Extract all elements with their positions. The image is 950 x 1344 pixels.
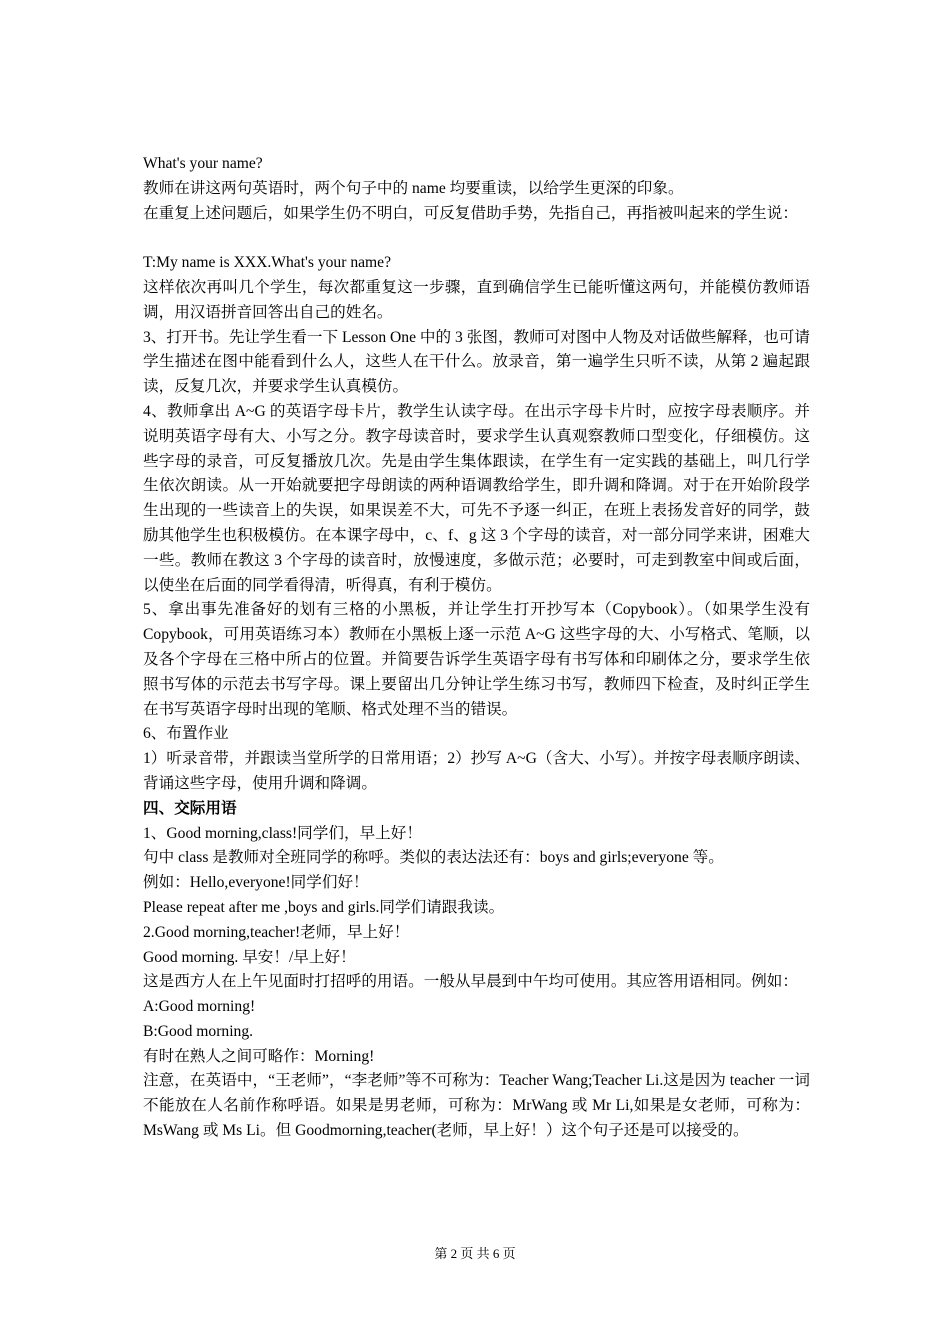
paragraph: 2.Good morning,teacher!老师，早上好！ [143, 923, 410, 941]
paragraph: 注意，在英语中，“王老师”，“李老师”等不可称为：Teacher Wang;Teacher Li.这是因为 teacher 一词不能放在人名前作称呼语。如果是男老师，可称为：MrWang 或 Mr Li,如果是女老师，可称为：MsWang 或 Ms Li。但 Goodmorning,teacher(老师，早上好！）这个句子还是可以接受的。 [143, 1072, 810, 1140]
paragraph: 在重复上述问题后，如果学生仍不明白，可反复借助手势，先指自己，再指被叫起来的学生说： [143, 204, 798, 222]
paragraph: 4、教师拿出 A~G 的英语字母卡片，教学生认读字母。在出示字母卡片时，应按字母表顺序。并说明英语字母有大、小写之分。教字母读音时，要求学生认真观察教师口型变化，仔细模仿。这些字母的录音，可反复播放几次。先是由学生集体跟读，在学生有一定实践的基础上，叫几行学生依次朗读。从一开始就要把字母朗读的两种语调教给学生，即升调和降调。对于在开始阶段学生出现的一些读音上的失误，如果误差不大，可先不予逐一纠正，在班上表扬发音好的同学，鼓励其他学生也积极模仿。在本课字母中，c、f、g 这 3 个字母的读音，对一部分同学来讲，困难大一些。教师在教这 3 个字母的读音时，放慢速度，多做示范；必要时，可走到教室中间或后面，以使坐在后面的同学看得清，听得真，有利于模仿。 [143, 402, 810, 594]
paragraph: What's your name? [143, 155, 263, 172]
paragraph: B:Good morning. [143, 1022, 254, 1040]
paragraph: 这是西方人在上午见面时打招呼的用语。一般从早晨到中午均可使用。其应答用语相同。例如： [143, 973, 798, 991]
paragraph: 3、打开书。先让学生看一下 Lesson One 中的 3 张图，教师可对图中人物及对话做些解释，也可请学生描述在图中能看到什么人，这些人在干什么。放录音，第一遍学生只听不读，从第 2 遍起跟读，反复几次，并要求学生认真模仿。 [143, 328, 810, 396]
paragraph: 例如：Hello,everyone!同学们好！ [143, 874, 369, 892]
paragraph: 1、Good morning,class!同学们，早上好！ [143, 824, 422, 842]
paragraph: A:Good morning! [143, 998, 256, 1016]
paragraph: Good morning. 早安！/早上好！ [143, 948, 356, 966]
page-footer [0, 1245, 950, 1263]
paragraph: 教师在讲这两句英语时，两个句子中的 name 均要重读，以给学生更深的印象。 [143, 179, 684, 197]
section-heading: 四、交际用语 [143, 799, 237, 817]
paragraph: 5、拿出事先准备好的划有三格的小黑板，并让学生打开抄写本（Copybook）。（如果学生没有 Copybook，可用英语练习本）教师在小黑板上逐一示范 A~G 这些字母的大、小写格式、笔顺，以及各个字母在三格中所占的位置。并简要告诉学生英语字母有书写体和印刷体之分，要求学生依照书写体的示范去书写字母。课上要留出几分钟让学生练习书写，教师四下检查，及时纠正学生在书写英语字母时出现的笔顺、格式处理不当的错误。 [143, 601, 810, 718]
paragraph: 1）听录音带，并跟读当堂所学的日常用语；2）抄写 A~G（含大、小写）。并按字母表顺序朗读、背诵这些字母，使用升调和降调。 [143, 750, 810, 792]
paragraph: 6、布置作业 [143, 725, 229, 743]
blank-line [143, 226, 810, 251]
page-number: 第 2 页 共 6 页 [434, 1246, 516, 1261]
paragraph: T:My name is XXX.What's your name? [143, 254, 392, 272]
paragraph: 有时在熟人之间可略作：Morning! [143, 1047, 375, 1065]
paragraph: 这样依次再叫几个学生，每次都重复这一步骤，直到确信学生已能听懂这两句，并能模仿教师语调，用汉语拼音回答出自己的姓名。 [143, 278, 810, 321]
paragraph: Please repeat after me ,boys and girls.同学们请跟我读。 [143, 898, 505, 916]
document-body [143, 152, 810, 1144]
paragraph: 句中 class 是教师对全班同学的称呼。类似的表达法还有：boys and girls;everyone 等。 [143, 849, 724, 867]
